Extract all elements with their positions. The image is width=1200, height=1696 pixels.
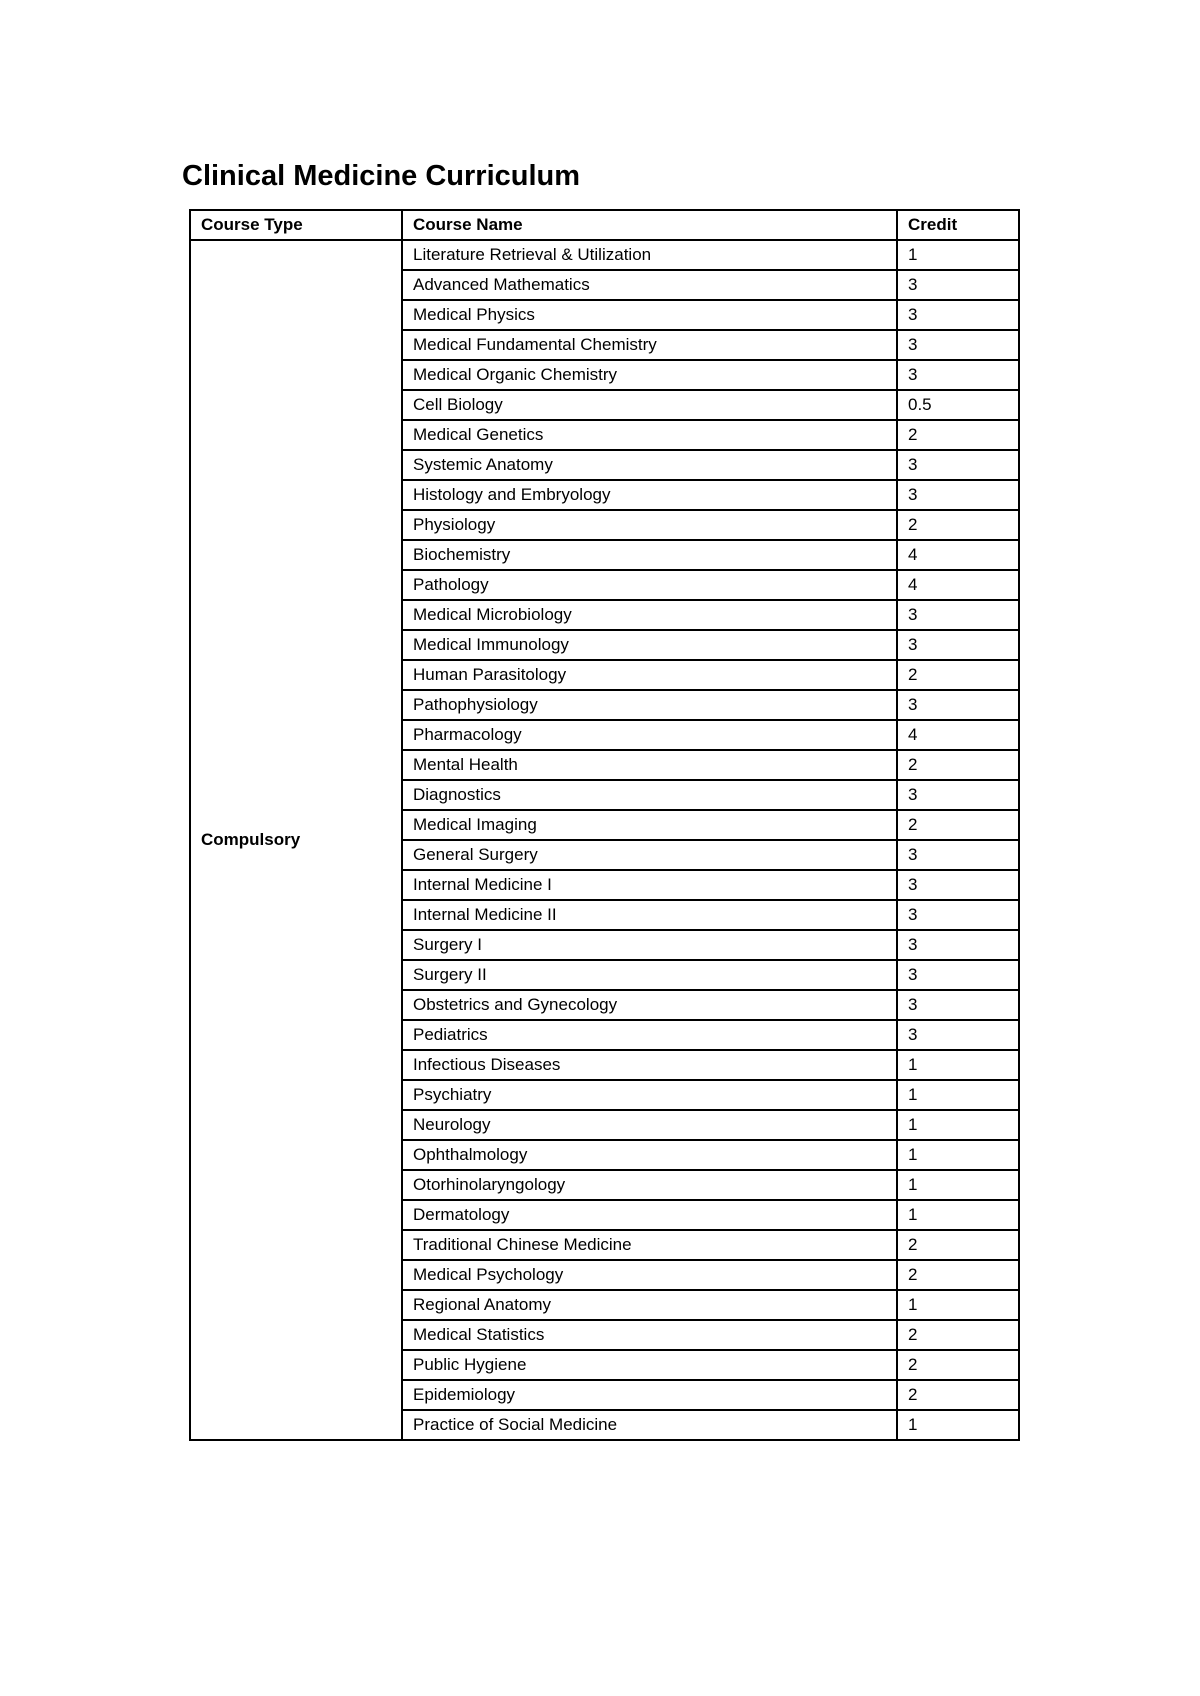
credit-cell: 3 xyxy=(897,600,1019,630)
credit-cell: 3 xyxy=(897,780,1019,810)
header-credit: Credit xyxy=(897,210,1019,240)
course-name-cell: Literature Retrieval & Utilization xyxy=(402,240,897,270)
course-name-cell: Medical Microbiology xyxy=(402,600,897,630)
credit-cell: 3 xyxy=(897,840,1019,870)
course-name-cell: Otorhinolaryngology xyxy=(402,1170,897,1200)
course-name-cell: Infectious Diseases xyxy=(402,1050,897,1080)
course-name-cell: Obstetrics and Gynecology xyxy=(402,990,897,1020)
header-course-type: Course Type xyxy=(190,210,402,240)
credit-cell: 3 xyxy=(897,900,1019,930)
credit-cell: 4 xyxy=(897,540,1019,570)
course-name-cell: Medical Genetics xyxy=(402,420,897,450)
credit-cell: 0.5 xyxy=(897,390,1019,420)
course-name-cell: Public Hygiene xyxy=(402,1350,897,1380)
credit-cell: 3 xyxy=(897,480,1019,510)
curriculum-table xyxy=(189,209,1020,1441)
course-name-cell: Medical Immunology xyxy=(402,630,897,660)
course-name-cell: Internal Medicine I xyxy=(402,870,897,900)
credit-cell: 3 xyxy=(897,1020,1019,1050)
course-name-cell: Histology and Embryology xyxy=(402,480,897,510)
credit-cell: 2 xyxy=(897,660,1019,690)
credit-cell: 2 xyxy=(897,1320,1019,1350)
credit-cell: 1 xyxy=(897,1200,1019,1230)
course-name-cell: Surgery II xyxy=(402,960,897,990)
credit-cell: 3 xyxy=(897,300,1019,330)
course-name-cell: Traditional Chinese Medicine xyxy=(402,1230,897,1260)
credit-cell: 1 xyxy=(897,1140,1019,1170)
credit-cell: 2 xyxy=(897,1260,1019,1290)
table-header-row xyxy=(190,210,1019,240)
credit-cell: 3 xyxy=(897,930,1019,960)
credit-cell: 2 xyxy=(897,420,1019,450)
credit-cell: 2 xyxy=(897,1350,1019,1380)
course-name-cell: Mental Health xyxy=(402,750,897,780)
credit-cell: 2 xyxy=(897,750,1019,780)
course-name-cell: Medical Psychology xyxy=(402,1260,897,1290)
course-name-cell: Ophthalmology xyxy=(402,1140,897,1170)
credit-cell: 1 xyxy=(897,1290,1019,1320)
course-name-cell: Diagnostics xyxy=(402,780,897,810)
course-name-cell: Surgery I xyxy=(402,930,897,960)
course-name-cell: Advanced Mathematics xyxy=(402,270,897,300)
course-name-cell: Biochemistry xyxy=(402,540,897,570)
course-type-cell: Compulsory xyxy=(190,240,402,1440)
credit-cell: 2 xyxy=(897,510,1019,540)
credit-cell: 4 xyxy=(897,570,1019,600)
credit-cell: 1 xyxy=(897,1050,1019,1080)
course-name-cell: Human Parasitology xyxy=(402,660,897,690)
course-name-cell: Medical Organic Chemistry xyxy=(402,360,897,390)
credit-cell: 1 xyxy=(897,1080,1019,1110)
credit-cell: 3 xyxy=(897,690,1019,720)
course-name-cell: Psychiatry xyxy=(402,1080,897,1110)
course-name-cell: Internal Medicine II xyxy=(402,900,897,930)
credit-cell: 1 xyxy=(897,1110,1019,1140)
credit-cell: 2 xyxy=(897,1380,1019,1410)
credit-cell: 3 xyxy=(897,990,1019,1020)
page-title: Clinical Medicine Curriculum xyxy=(182,160,581,192)
course-name-cell: Medical Fundamental Chemistry xyxy=(402,330,897,360)
credit-cell: 3 xyxy=(897,270,1019,300)
course-name-cell: Medical Physics xyxy=(402,300,897,330)
course-name-cell: Epidemiology xyxy=(402,1380,897,1410)
course-name-cell: Systemic Anatomy xyxy=(402,450,897,480)
table-body xyxy=(190,240,1019,1440)
course-name-cell: Regional Anatomy xyxy=(402,1290,897,1320)
credit-cell: 4 xyxy=(897,720,1019,750)
table-row xyxy=(190,240,1019,270)
credit-cell: 1 xyxy=(897,240,1019,270)
header-course-name: Course Name xyxy=(402,210,897,240)
course-name-cell: Pediatrics xyxy=(402,1020,897,1050)
credit-cell: 1 xyxy=(897,1410,1019,1440)
credit-cell: 2 xyxy=(897,810,1019,840)
course-name-cell: Medical Imaging xyxy=(402,810,897,840)
credit-cell: 2 xyxy=(897,1230,1019,1260)
credit-cell: 3 xyxy=(897,630,1019,660)
credit-cell: 3 xyxy=(897,960,1019,990)
course-name-cell: Cell Biology xyxy=(402,390,897,420)
course-name-cell: Medical Statistics xyxy=(402,1320,897,1350)
course-name-cell: Pharmacology xyxy=(402,720,897,750)
course-name-cell: General Surgery xyxy=(402,840,897,870)
credit-cell: 3 xyxy=(897,330,1019,360)
course-name-cell: Dermatology xyxy=(402,1200,897,1230)
course-name-cell: Practice of Social Medicine xyxy=(402,1410,897,1440)
credit-cell: 3 xyxy=(897,450,1019,480)
course-name-cell: Pathology xyxy=(402,570,897,600)
credit-cell: 3 xyxy=(897,360,1019,390)
course-name-cell: Physiology xyxy=(402,510,897,540)
course-name-cell: Pathophysiology xyxy=(402,690,897,720)
credit-cell: 3 xyxy=(897,870,1019,900)
course-name-cell: Neurology xyxy=(402,1110,897,1140)
credit-cell: 1 xyxy=(897,1170,1019,1200)
